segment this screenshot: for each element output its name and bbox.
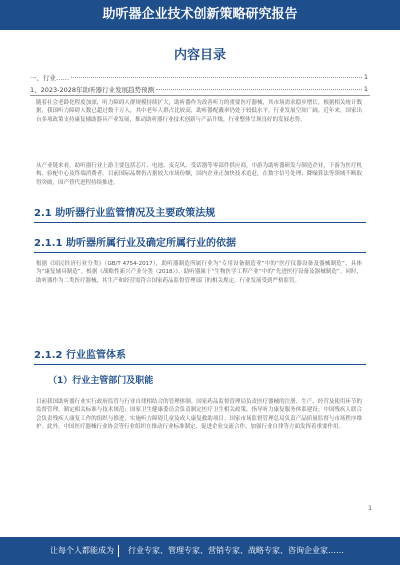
toc-leader (156, 89, 362, 90)
footer-bar (0, 537, 400, 565)
toc-leader (71, 77, 362, 78)
footer-slogan: 让每个人都能成为 (50, 546, 114, 555)
body-paragraph: 目前我国助听器行业实行政府监管与行业自律相结合的管理体制。国家药品监督管理局负责医疗器械的注册、生产、经营及使用环节的监督管理，制定相关标准与技术规范；国家卫生健康委员会负责制定医疗卫生相关政策，指导听力康复服务体系建设；中国残疾人联合会负责残疾人康复工作的组织与推进，实施听力障碍儿童及成人康复救助项目；国家市场监督管理总局负责产品质量监督与市场秩序维护。此外，中国医疗器械行业协会等行业组织在推动行业标准制定、促进企业交流合作、加强行业自律等方面发挥着重要作用。 (36, 399, 362, 430)
subsection-heading: 2.1.2 行业监管体系 (34, 348, 366, 365)
toc-divider (30, 95, 370, 96)
toc-item-page: 1 (363, 73, 368, 81)
subsection-heading: 2.1.1 助听器所属行业及确定所属行业的依据 (34, 236, 366, 253)
body-paragraph: 从产业链来看，助听器行业上游主要包括芯片、电池、麦克风、受话器等零部件供应商，中游为助听器研发与制造企业，下游为医疗机构、验配中心及终端消费者。目前国际品牌仍占据较大市场份额，国内企业正加快技术追赶，在数字信号处理、降噪算法等领域不断取得突破，国产替代进程持续推进。 (36, 163, 362, 186)
footer-divider (118, 545, 119, 557)
page-number: 1 (368, 505, 372, 512)
body-paragraph: 随着社会老龄化程度加深，听力障碍人群规模持续扩大，助听器作为改善听力的重要医疗器械，其市场需求稳步增长。根据相关统计数据，我国听力障碍人数已超过数千万人，其中老年人群占比较高，助听器配戴率仍处于较低水平，行业发展空间广阔。近年来，国家出台多项政策支持康复辅助器具产业发展，推动助听器行业技术创新与产品升级，行业整体呈现良好的发展态势。 (36, 100, 362, 123)
body-paragraph: 根据《国民经济行业分类》（GB/T 4754-2017），助听器制造所属行业为“专用设备制造业”中的“医疗仪器设备及器械制造”，具体为“康复辅具制造”。根据《战略性新兴产业分类（2018）》，助听器属于“生物医学工程产业”中的“先进医疗设备及器械制造”。同时，助听器作为二类医疗器械，其生产和经营需符合国家药品监督管理部门的相关规定，行业发展受到严格监管。 (36, 261, 362, 284)
toc-title: 内容目录 (173, 48, 226, 63)
report-header (0, 0, 400, 30)
toc-item[interactable] (30, 84, 368, 94)
section-heading: 2.1 助听器行业监管情况及主要政策法规 (34, 206, 366, 223)
toc-item-text: 一、行业…… (30, 73, 69, 82)
report-title: 助听器企业技术创新策略研究报告 (102, 7, 298, 22)
toc-item-page: 1 (363, 85, 368, 93)
toc-item-text: 1、2023-2028年助听器行业发展趋势预测 (30, 85, 155, 94)
footer-tagline: 行业专家、管理专家、营销专家、战略专家、咨询企业家…… (128, 546, 344, 555)
toc-item[interactable] (30, 72, 368, 82)
sub-subsection-heading: （1）行业主管部门及职能 (48, 376, 154, 386)
